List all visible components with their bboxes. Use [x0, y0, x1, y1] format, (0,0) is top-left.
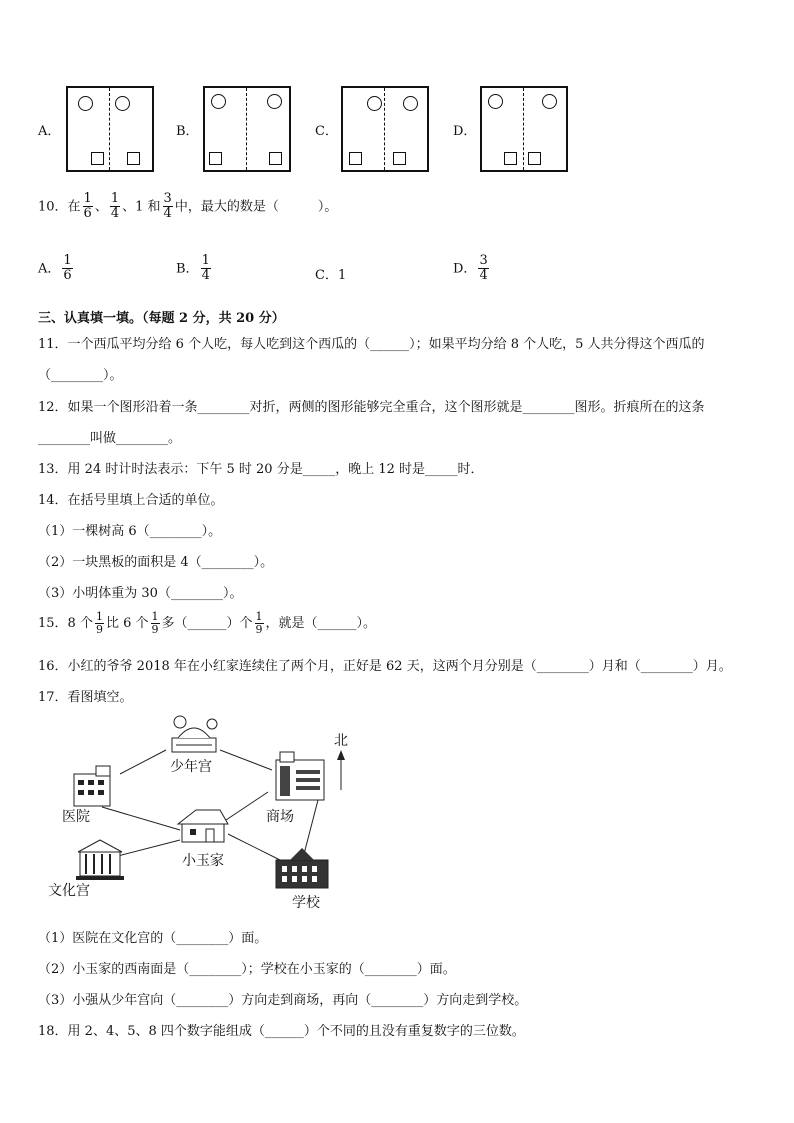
q17-3: （3）小强从少年宫向（________）方向走到商场，再向（________）方向走到学校。	[38, 993, 528, 1008]
q14-2: （2）一块黑板的面积是 4（________）。	[38, 555, 274, 570]
north-label: 北	[334, 733, 348, 749]
q12-line1: 12．如果一个图形沿着一条________对折，两侧的图形能够完全重合，这个图形就是________图形。折痕所在的这条	[38, 400, 705, 415]
q9-option-d-letter: D．	[453, 124, 477, 139]
q14-3: （3）小明体重为 30（________）。	[38, 586, 243, 601]
home-icon	[178, 810, 228, 842]
q18: 18．用 2、4、5、8 四个数字能组成（______）个不同的且没有重复数字的三位数。	[38, 1024, 525, 1039]
school-icon	[276, 848, 328, 888]
section-3-heading: 三、认真填一填。（每题 2 分，共 20 分）	[38, 311, 285, 326]
q16: 16．小红的爷爷 2018 年在小红家连续住了两个月，正好是 62 天，这两个月分别是（________）月和（________）月。	[38, 659, 732, 674]
q9-option-b-letter: B．	[176, 124, 199, 139]
q10-frac-1: $\frac{1}{6}$	[83, 191, 92, 222]
culture-palace-label: 文化宫	[48, 883, 90, 899]
culture-palace-icon	[76, 840, 124, 880]
q10-frac-3: $\frac{3}{4}$	[163, 191, 172, 222]
q17-2: （2）小玉家的西南面是（________）；学校在小玉家的（________）面。	[38, 962, 456, 977]
q11-line1: 11．一个西瓜平均分给 6 个人吃，每人吃到这个西瓜的（______）；如果平均分给 8 个人吃，5 人共分得这个西瓜的	[38, 337, 705, 352]
q10-frac-2: $\frac{1}{4}$	[110, 191, 120, 222]
q14: 14．在括号里填上合适的单位。	[38, 493, 224, 508]
q9-figure-b	[203, 86, 291, 172]
q12-line2: ________叫做________。	[38, 431, 182, 446]
q13: 13．用 24 时计时法表示：下午 5 时 20 分是_____，晚上 12 时是_____时．	[38, 462, 484, 477]
q9-option-a-letter: A．	[38, 124, 61, 139]
school-label: 学校	[292, 895, 320, 911]
q17-1: （1）医院在文化宫的（________）面。	[38, 931, 268, 946]
q9-option-c-letter: C．	[315, 124, 338, 139]
q10-option-a: A． $\frac{1}{6}$	[38, 253, 72, 284]
q10-number: 10．在	[38, 199, 81, 215]
q9-figure-d	[480, 86, 568, 172]
q10-option-d: D． $\frac{3}{4}$	[453, 253, 488, 284]
q10-tail: 中，最大的数是（ ）。	[174, 199, 338, 215]
q10-sep2: 、1 和	[122, 199, 161, 215]
direction-map	[40, 712, 370, 917]
youth-palace-icon	[172, 716, 217, 752]
hospital-label: 医院	[62, 809, 90, 825]
q11-line2: （________）。	[38, 368, 123, 383]
q15: 15．8 个 $\frac{1}{9}$ 比 6 个 $\frac{1}{9}$ 多（______）个 $\frac{1}{9}$ ，就是（______）。	[38, 610, 377, 637]
q10-option-b: B． $\frac{1}{4}$	[176, 253, 210, 284]
q14-1: （1）一棵树高 6（________）。	[38, 524, 222, 539]
q10-option-c: C．1	[315, 268, 347, 283]
q17: 17．看图填空。	[38, 690, 133, 705]
home-label: 小玉家	[182, 853, 224, 869]
mall-label: 商场	[266, 809, 294, 825]
hospital-icon	[74, 766, 110, 806]
youth-palace-label: 少年宫	[170, 759, 212, 775]
mall-icon	[276, 752, 324, 800]
q9-figure-a	[66, 86, 154, 172]
q10-stem	[38, 192, 337, 222]
q10-sep1: 、	[94, 199, 108, 215]
q9-figure-c	[341, 86, 429, 172]
